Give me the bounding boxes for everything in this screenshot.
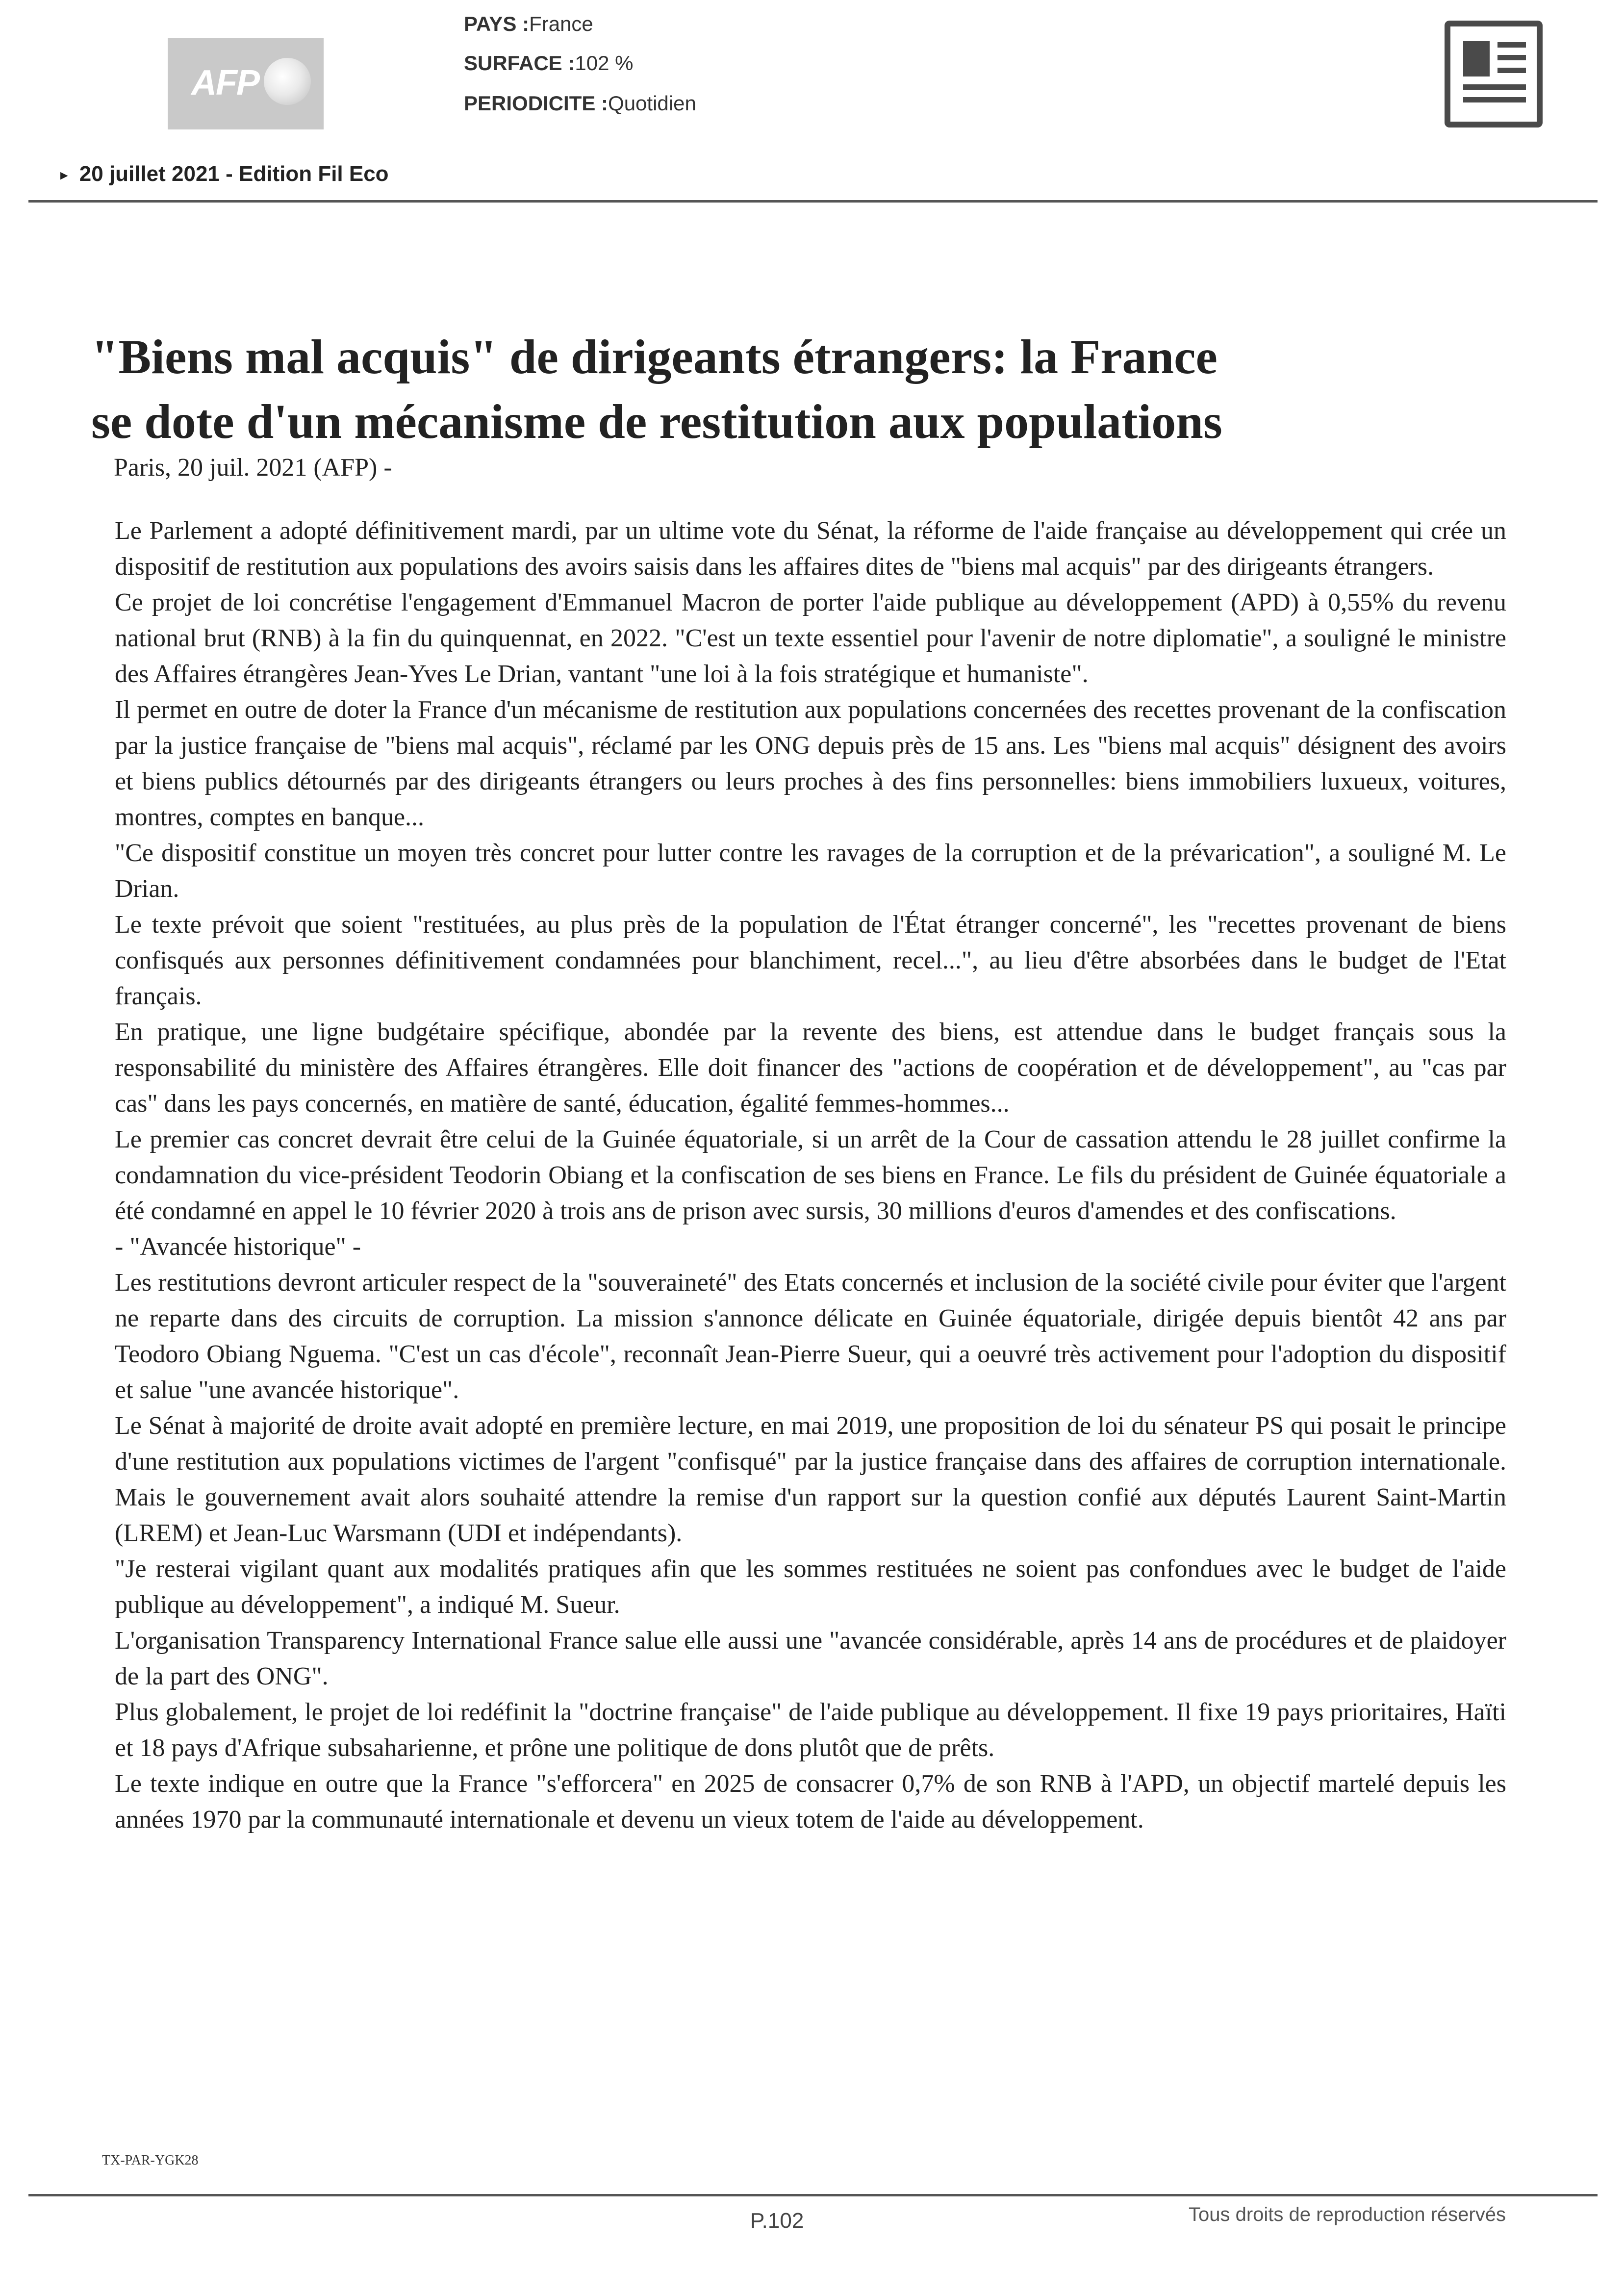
meta-periodicite — [464, 93, 696, 114]
document-reference: TX-PAR-YGK28 — [102, 2153, 199, 2168]
meta-surface — [464, 53, 633, 74]
dateline: Paris, 20 juil. 2021 (AFP) - — [114, 454, 392, 482]
paragraph: Le texte indique en outre que la France "s'efforcera" en 2025 de consacrer 0,7% de son RNB à l'APD, un objectif martelé depuis les années 1970 par la communauté internationale et devenu un vieux totem de l'aide au développement. — [115, 1770, 1506, 1834]
paragraph: L'organisation Transparency International France salue elle aussi une "avancée considérable, après 14 ans de procédures et de plaidoyer de la part des ONG". — [115, 1627, 1506, 1690]
paragraph: Il permet en outre de doter la France d'un mécanisme de restitution aux populations concernées des recettes provenant de la confiscation par la justice française de "biens mal acquis", réclamé par les ONG depuis près de 15 ans. Les "biens mal acquis" désignent des avoirs et biens publics détournés par des dirigeants étrangers ou leurs proches à des fins personnelles: biens immobiliers luxueux, voitures, montres, comptes en banque... — [115, 696, 1506, 831]
globe-icon — [264, 58, 311, 105]
copyright-notice: Tous droits de reproduction réservés — [1189, 2204, 1506, 2225]
meta-periodicite-label: PERIODICITE : — [464, 92, 609, 115]
meta-periodicite-value: Quotidien — [608, 92, 696, 115]
paragraph: Plus globalement, le projet de loi redéfinit la "doctrine française" de l'aide publique au développement. Il fixe 19 pays prioritaires, Haïti et 18 pays d'Afrique subsaharienne, et prône une politique de dons plutôt que de prêts. — [115, 1698, 1506, 1762]
page-number: P.102 — [750, 2209, 804, 2233]
paragraph: "Ce dispositif constitue un moyen très concret pour lutter contre les ravages de la corruption et de la prévarication", a souligné M. Le Drian. — [115, 839, 1506, 903]
article-title-line-2: se dote d'un mécanisme de restitution aux populations — [91, 394, 1222, 449]
paragraph: Le premier cas concret devrait être celui de la Guinée équatoriale, si un arrêt de la Cour de cassation attendu le 28 juillet confirme la condamnation du vice-président Teodorin Obiang et la confiscation de ses biens en France. Le fils du président de Guinée équatoriale a été condamné en appel le 10 février 2020 à trois ans de prison avec sursis, 30 millions d'euros d'amendes et des confiscations. — [115, 1125, 1506, 1225]
article-title-line-1: "Biens mal acquis" de dirigeants étrangers: la France — [91, 330, 1218, 384]
section-heading: - "Avancée historique" - — [115, 1233, 361, 1261]
meta-surface-label: SURFACE : — [464, 51, 575, 75]
meta-pays-label: PAYS : — [464, 12, 530, 35]
meta-surface-value: 102 % — [575, 51, 634, 75]
paragraph: "Je resterai vigilant quant aux modalités pratiques afin que les sommes restituées ne soient pas confondues avec le budget de l'aide publique au développement", a indiqué M. Sueur. — [115, 1555, 1506, 1619]
edition-text: 20 juillet 2021 - Edition Fil Eco — [79, 162, 389, 186]
meta-pays-value: France — [529, 12, 593, 35]
paragraph: Le texte prévoit que soient "restituées, au plus près de la population de l'État étranger concerné", les "recettes provenant de biens confisqués aux personnes définitivement condamnées pour blanchiment, recel...", au lieu d'être absorbées dans le budget de l'Etat français. — [115, 911, 1506, 1010]
afp-logo — [168, 38, 324, 129]
paragraph: Le Parlement a adopté définitivement mardi, par un ultime vote du Sénat, la réforme de l'aide française au développement qui crée un dispositif de restitution aux populations des avoirs saisis dans les affaires dites de "biens mal acquis" par des dirigeants étrangers. — [115, 517, 1506, 581]
article-body — [115, 513, 1506, 1837]
logo-text: AFP — [191, 63, 259, 102]
paragraph: Ce projet de loi concrétise l'engagement d'Emmanuel Macron de porter l'aide publique au développement (APD) à 0,55% du revenu national brut (RNB) à la fin du quinquennat, en 2022. "C'est un texte essentiel pour l'avenir de notre diplomatie", a souligné le ministre des Affaires étrangères Jean-Yves Le Drian, vantant "une loi à la fois stratégique et humaniste". — [115, 588, 1506, 688]
footer-divider — [28, 2194, 1598, 2196]
paragraph: Le Sénat à majorité de droite avait adopté en première lecture, en mai 2019, une proposition de loi du sénateur PS qui posait le principe d'une restitution aux populations victimes de l'argent "confisqué" par la justice française dans des affaires de corruption internationale. Mais le gouvernement avait alors souhaité attendre la remise d'un rapport sur la question confié aux députés Laurent Saint-Martin (LREM) et Jean-Luc Warsmann (UDI et indépendants). — [115, 1412, 1506, 1547]
paragraph: En pratique, une ligne budgétaire spécifique, abondée par la revente des biens, est attendue dans le budget français sous la responsabilité du ministère des Affaires étrangères. Elle doit financer des "actions de coopération et de développement", au "cas par cas" dans les pays concernés, en matière de santé, éducation, égalité femmes-hommes... — [115, 1018, 1506, 1118]
article-title — [91, 325, 1513, 454]
meta-pays — [464, 14, 593, 34]
arrow-icon: ► — [58, 167, 71, 182]
edition-line — [58, 162, 389, 186]
paragraph: Les restitutions devront articuler respect de la "souveraineté" des Etats concernés et inclusion de la société civile pour éviter que l'argent ne reparte dans des circuits de corruption. La mission s'annonce délicate en Guinée équatoriale, dirigée depuis bientôt 42 ans par Teodoro Obiang Nguema. "C'est un cas d'école", reconnaît Jean-Pierre Sueur, qui a oeuvré très activement pour l'adoption du dispositif et salue "une avancée historique". — [115, 1269, 1506, 1404]
header-divider — [28, 200, 1598, 203]
newspaper-icon — [1445, 21, 1543, 127]
